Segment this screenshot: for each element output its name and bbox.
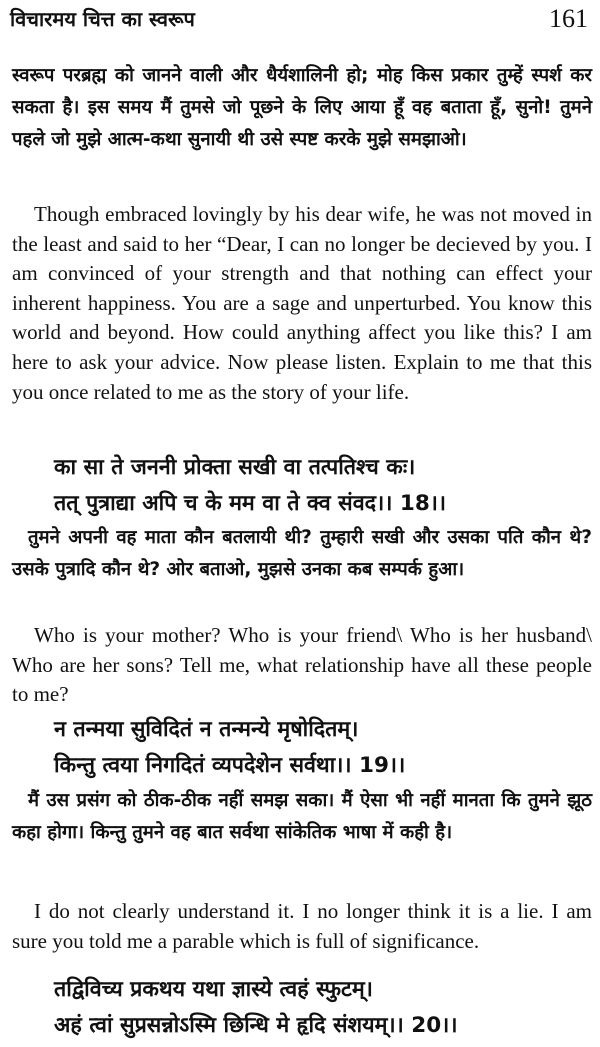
hindi-paragraph-3: मैं उस प्रसंग को ठीक-ठीक नहीं समझ सका। मैं ऐसा भी नहीं मानता कि तुमने झूठ कहा होगा। किन्तु तुमने वह बात सर्वथा सांकेतिक भाषा में कही है। — [12, 790, 592, 843]
verse-18-line-2: तत् पुत्राद्या अपि च के मम वा ते क्व संवद।। 18।। — [54, 491, 447, 516]
running-title: विचारमय चित्त का स्वरूप — [10, 7, 195, 31]
verse-20-line-1: तद्विविच्य प्रकथय यथा ज्ञास्ये त्वहं स्फुटम्। — [54, 977, 373, 1002]
verse-18-line-1: का सा ते जननी प्रोक्ता सखी वा तत्पतिश्च कः। — [54, 455, 416, 480]
verse-19-line-1: न तन्मया सुविदितं न तन्मन्ये मृषोदितम्। — [54, 717, 359, 742]
verse-20 — [54, 972, 600, 1044]
english-paragraph-2: Who is your mother? Who is your friend\ Who is her husband\ Who are her sons? Tell me, what relationship have all these people to me? — [12, 623, 592, 707]
verse-20-line-2: अहं त्वां सुप्रसन्नोऽस्मि छिन्धि मे हृदि संशयम्।। 20।। — [54, 1013, 458, 1038]
english-paragraph-3: I do not clearly understand it. I no longer think it is a lie. I am sure you told me a parable which is full of significance. — [12, 899, 592, 953]
verse-19 — [54, 712, 600, 784]
page-number: 161 — [549, 4, 588, 33]
hindi-paragraph-1: स्वरूप परब्रह्म को जानने वाली और धैर्यशालिनी हो; मोह किस प्रकार तुम्हें स्पर्श कर सकता है। इस समय मैं तुमसे जो पूछने के लिए आया हूँ वह बताता हूँ, सुनो! तुमने पहले जो मुझे आत्म-कथा सुनायी थी उसे स्पष्ट करके मुझे समझाओ। — [12, 65, 592, 150]
english-paragraph-1: Though embraced lovingly by his dear wife, he was not moved in the least and said to her “Dear, I can no longer be decieved by you. I am convinced of your strength and that nothing can effect your inherent happiness. You are a sage and unperturbed. You know this world and beyond. How could anything affect you like this? I am here to ask your advice. Now please listen. Explain to me that this you once related to me as the story of your life. — [12, 202, 592, 404]
page-header — [10, 2, 588, 36]
verse-18 — [54, 450, 600, 522]
hindi-paragraph-2: तुमने अपनी वह माता कौन बतलायी थी? तुम्हारी सखी और उसका पति कौन थे? उसके पुत्रादि कौन थे? ओर बताओ, मुझसे उनका कब सम्पर्क हुआ। — [12, 527, 592, 580]
verse-19-line-2: किन्तु त्वया निगदितं व्यपदेशेन सर्वथा।। 19।। — [54, 753, 406, 778]
